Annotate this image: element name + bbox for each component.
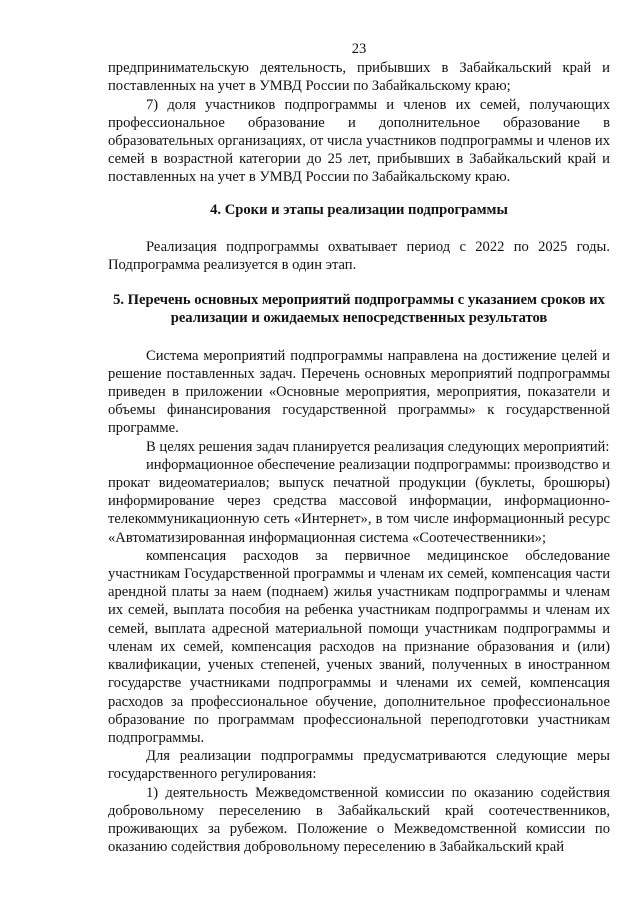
section-4-text: Реализация подпрограммы охватывает период с 2022 по 2025 годы. Подпрограмма реализуется в один этап. xyxy=(108,238,610,274)
document-page xyxy=(108,40,610,856)
section-5-heading: 5. Перечень основных мероприятий подпрограммы с указанием сроков их реализации и ожидаемых непосредственных результатов xyxy=(113,292,605,327)
paragraph-continuation: предпринимательскую деятельность, прибывших в Забайкальский край и поставленных на учет в УМВД России по Забайкальскому краю; xyxy=(108,60,610,95)
paragraph-item-7: 7) доля участников подпрограммы и членов их семей, получающих профессиональное образование и дополнительное образование в образовательных организациях, от числа участников подпрограммы и членов их семей в возрастной категории до 25 лет, прибывших в Забайкальский край и поставленных на учет в УМВД России по Забайкальскому краю. xyxy=(108,96,610,186)
section-5-paragraph: Для реализации подпрограммы предусматриваются следующие меры государственного регулирования: xyxy=(108,748,610,783)
section-4-heading: 4. Сроки и этапы реализации подпрограммы xyxy=(210,201,508,218)
section-5-paragraph: информационное обеспечение реализации подпрограммы: производство и прокат видеоматериалов; выпуск печатной продукции (буклеты, брошюры) информирование через средства массовой информации, информационно-телекоммуникационную сеть «Интернет», в том числе информационный ресурс «Автоматизированная информационная система «Соотечественники»; xyxy=(108,456,610,546)
section-5-paragraph: 1) деятельность Межведомственной комиссии по оказанию содействия добровольному переселению в Забайкальский край соотечественников, проживающих за рубежом. Положение о Межведомственной комиссии по оказанию содействия добровольному переселению в Забайкальский край xyxy=(108,784,610,856)
section-5-paragraph: В целях решения задач планируется реализация следующих мероприятий: xyxy=(146,438,610,455)
section-5-paragraph: компенсация расходов за первичное медицинское обследование участникам Государственной программы и членам их семей, компенсация части арендной платы за наем (поднаем) жилья участникам подпрограммы и членам их семей, выплата пособия на ребенка участникам подпрограммы и членам их семей, выплата адресной материальной помощи участникам подпрограммы и членам их семей, компенсация расходов на признание образования и (или) квалификации, ученых степеней, ученых званий, полученных в иностранном государстве участниками подпрограммы и членами их семей, компенсация расходов за профессиональное обучение, дополнительное профессиональное образование по программам профессиональной переподготовки участникам подпрограммы. xyxy=(108,547,610,746)
page-number: 23 xyxy=(351,41,367,57)
section-5-paragraph: Система мероприятий подпрограммы направлена на достижение целей и решение поставленных задач. Перечень основных мероприятий подпрограммы приведен в приложении «Основные мероприятия, мероприятия, показатели и объемы финансирования государственной программы» к государственной программе. xyxy=(108,347,610,437)
